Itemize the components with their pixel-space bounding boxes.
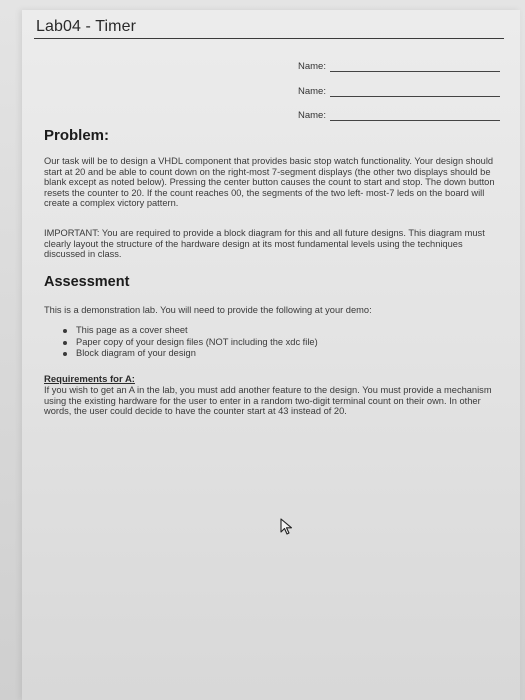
- name-label: Name:: [298, 110, 326, 121]
- title-underline: [34, 38, 504, 39]
- name-input[interactable]: [330, 66, 500, 76]
- mouse-pointer-icon: [279, 518, 295, 536]
- list-item-text: Block diagram of your design: [76, 348, 196, 358]
- bullet-icon: [63, 341, 67, 345]
- bullet-icon: [63, 352, 67, 356]
- problem-heading: Problem:: [44, 127, 110, 144]
- important-note: IMPORTANT: You are required to provide a block diagram for this and all future designs. This diagram must clearly layout the structure of the hardware design at its most fundamental levels using the techniques discussed in class.: [44, 228, 485, 260]
- document-title: Lab04 - Timer: [36, 18, 137, 35]
- list-item: [62, 337, 318, 349]
- list-item: [62, 348, 318, 360]
- requirements-text: If you wish to get an A in the lab, you must add another feature to the design. You must provide a mechanism using the existing hardware for the user to enter in a random two-digit terminal count on their own. In other words, the user could decide to have the counter start at 43 instead of 20.: [44, 385, 492, 417]
- name-input-line[interactable]: [330, 110, 500, 121]
- name-field-2: [298, 83, 500, 97]
- requirements-heading: Requirements for A:: [44, 374, 135, 385]
- problem-description: Our task will be to design a VHDL component that provides basic stop watch functionality. Your design should start at 20 and be able to count down on the right-most 7-segment displays (the other two displays should be blank except as noted below). Pressing the center button causes the count to start and stop. The down button resets the counter to 20. If the count reaches 00, the segments of the two left- most-7 leds on the board will create a complex victory pattern.: [44, 156, 495, 209]
- name-input[interactable]: [330, 91, 500, 101]
- bullet-icon: [63, 329, 67, 333]
- name-input[interactable]: [330, 115, 500, 125]
- list-item: [62, 325, 318, 337]
- name-input-line[interactable]: [330, 61, 500, 72]
- name-field-1: [298, 58, 500, 72]
- list-item-text: This page as a cover sheet: [76, 325, 188, 335]
- deliverables-list: [62, 325, 318, 360]
- assessment-intro: This is a demonstration lab. You will need to provide the following at your demo:: [44, 305, 372, 315]
- name-label: Name:: [298, 61, 326, 72]
- name-input-line[interactable]: [330, 86, 500, 97]
- assessment-heading: Assessment: [44, 274, 130, 290]
- list-item-text: Paper copy of your design files (NOT including the xdc file): [76, 336, 318, 347]
- name-field-3: [298, 107, 500, 121]
- name-label: Name:: [298, 86, 326, 97]
